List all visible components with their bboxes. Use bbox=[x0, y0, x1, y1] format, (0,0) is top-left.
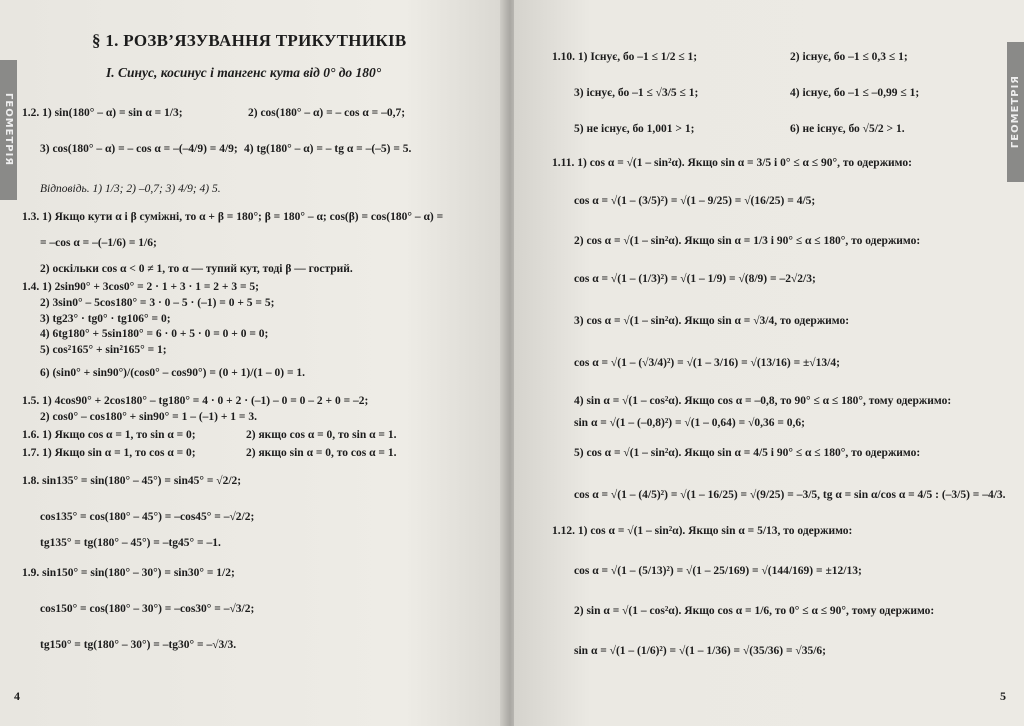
text-line: 4) існує, бо –1 ≤ –0,99 ≤ 1; bbox=[790, 87, 920, 99]
page-number-left: 4 bbox=[14, 689, 20, 703]
text-line: = –cos α = –(–1/6) = 1/6; bbox=[40, 237, 157, 249]
text-line: 6) не існує, бо √5/2 > 1. bbox=[790, 123, 905, 135]
formula-line: cos α = √(1 – (3/5)²) = √(1 – 9/25) = √(16/25) = 4/5; bbox=[574, 195, 816, 207]
text-line: 3) cos(180° – α) = – cos α = –(–4/9) = 4/9; bbox=[40, 143, 238, 155]
text-line: 3) існує, бо –1 ≤ √3/5 ≤ 1; bbox=[574, 87, 699, 99]
text-line: 5) не існує, бо 1,001 > 1; bbox=[574, 123, 695, 135]
text-line: 2) якщо sin α = 0, то cos α = 1. bbox=[246, 447, 397, 459]
text-line: 2) існує, бо –1 ≤ 0,3 ≤ 1; bbox=[790, 51, 908, 63]
left-page bbox=[0, 0, 506, 726]
text-line: 1.10. 1) Існує, бо –1 ≤ 1/2 ≤ 1; bbox=[552, 51, 698, 63]
section-tab-left: ГЕОМЕТРІЯ bbox=[0, 60, 17, 200]
subsection-heading: I. Синус, косинус і тангенс кута від 0° до 180° bbox=[106, 65, 382, 80]
answer-line: Відповідь. 1) 1/3; 2) –0,7; 3) 4/9; 4) 5. bbox=[40, 183, 221, 195]
text-line: 1.7. 1) Якщо sin α = 1, то cos α = 0; bbox=[22, 447, 196, 459]
formula-line: cos α = √(1 – (4/5)²) = √(1 – 16/25) = √(9/25) = –3/5, tg α = sin α/cos α = 4/5 : (–3/5) = –4/3. bbox=[574, 489, 1006, 501]
text-line: 1.11. 1) cos α = √(1 – sin²α). Якщо sin α = 3/5 і 0° ≤ α ≤ 90°, то одержимо: bbox=[552, 157, 912, 169]
text-line: 2) якщо cos α = 0, то sin α = 1. bbox=[246, 429, 397, 441]
text-line: tg150° = tg(180° – 30°) = –tg30° = –√3/3. bbox=[40, 639, 237, 651]
text-line: 1.8. sin135° = sin(180° – 45°) = sin45° = √2/2; bbox=[22, 475, 242, 487]
formula-line: cos α = √(1 – (√3/4)²) = √(1 – 3/16) = √(13/16) = ±√13/4; bbox=[574, 357, 840, 369]
text-line: 5) cos α = √(1 – sin²α). Якщо sin α = 4/5 і 90° ≤ α ≤ 180°, то одержимо: bbox=[574, 447, 921, 459]
text-line: 1.6. 1) Якщо cos α = 1, то sin α = 0; bbox=[22, 429, 196, 441]
text-line: 2) cos0° – cos180° + sin90° = 1 – (–1) + 1 = 3. bbox=[40, 411, 257, 423]
formula-line: cos α = √(1 – (1/3)²) = √(1 – 1/9) = √(8/9) = –2√2/3; bbox=[574, 273, 816, 285]
text-line: 1.5. 1) 4cos90° + 2cos180° – tg180° = 4 · 0 + 2 · (–1) – 0 = 0 – 2 + 0 = –2; bbox=[22, 395, 369, 407]
text-line: cos135° = cos(180° – 45°) = –cos45° = –√2/2; bbox=[40, 511, 255, 523]
section-tab-right: ГЕОМЕТРІЯ bbox=[1007, 42, 1024, 182]
text-line: 2) sin α = √(1 – cos²α). Якщо cos α = 1/6, то 0° ≤ α ≤ 90°, тому одержимо: bbox=[574, 605, 935, 617]
text-line: 2) cos α = √(1 – sin²α). Якщо sin α = 1/3 і 90° ≤ α ≤ 180°, то одержимо: bbox=[574, 235, 921, 247]
formula-line: sin α = √(1 – (–0,8)²) = √(1 – 0,64) = √0,36 = 0,6; bbox=[574, 417, 806, 429]
text-line: 3) tg23° · tg0° · tg106° = 0; bbox=[40, 313, 171, 325]
formula-line: sin α = √(1 – (1/6)²) = √(1 – 1/36) = √(35/36) = √35/6; bbox=[574, 645, 827, 657]
text-line: 4) sin α = √(1 – cos²α). Якщо cos α = –0,8, то 90° ≤ α ≤ 180°, тому одержимо: bbox=[574, 395, 952, 407]
text-line: 1.3. 1) Якщо кути α і β суміжні, то α + β = 180°; β = 180° – α; cos(β) = cos(180° – α) = bbox=[22, 211, 444, 223]
text-line: cos150° = cos(180° – 30°) = –cos30° = –√3/2; bbox=[40, 603, 255, 615]
text-line: 4) 6tg180° + 5sin180° = 6 · 0 + 5 · 0 = 0 + 0 = 0; bbox=[40, 328, 269, 340]
text-line: 6) (sin0° + sin90°)/(cos0° – cos90°) = (0 + 1)/(1 – 0) = 1. bbox=[40, 367, 306, 379]
text-line: 1.9. sin150° = sin(180° – 30°) = sin30° = 1/2; bbox=[22, 567, 235, 579]
text-line: tg135° = tg(180° – 45°) = –tg45° = –1. bbox=[40, 537, 221, 549]
text-line: 2) cos(180° – α) = – cos α = –0,7; bbox=[248, 107, 406, 119]
text-line: 2) оскільки cos α < 0 ≠ 1, то α — тупий кут, тоді β — гострий. bbox=[40, 263, 353, 275]
text-line: 1.4. 1) 2sin90° + 3cos0° = 2 · 1 + 3 · 1 = 2 + 3 = 5; bbox=[22, 281, 259, 293]
text-line: 5) cos²165° + sin²165° = 1; bbox=[40, 344, 167, 356]
text-line: 4) tg(180° – α) = – tg α = –(–5) = 5. bbox=[244, 143, 412, 155]
formula-line: cos α = √(1 – (5/13)²) = √(1 – 25/169) = √(144/169) = ±12/13; bbox=[574, 565, 862, 577]
section-heading: § 1. РОЗВ’ЯЗУВАННЯ ТРИКУТНИКІВ bbox=[92, 31, 407, 50]
text-line: 1.2. 1) sin(180° – α) = sin α = 1/3; bbox=[22, 107, 183, 119]
text-line: 3) cos α = √(1 – sin²α). Якщо sin α = √3/4, то одержимо: bbox=[574, 315, 850, 327]
text-line: 1.12. 1) cos α = √(1 – sin²α). Якщо sin α = 5/13, то одержимо: bbox=[552, 525, 853, 537]
text-line: 2) 3sin0° – 5cos180° = 3 · 0 – 5 · (–1) = 0 + 5 = 5; bbox=[40, 297, 275, 309]
page-number-right: 5 bbox=[1000, 689, 1006, 703]
right-page bbox=[514, 0, 1024, 726]
